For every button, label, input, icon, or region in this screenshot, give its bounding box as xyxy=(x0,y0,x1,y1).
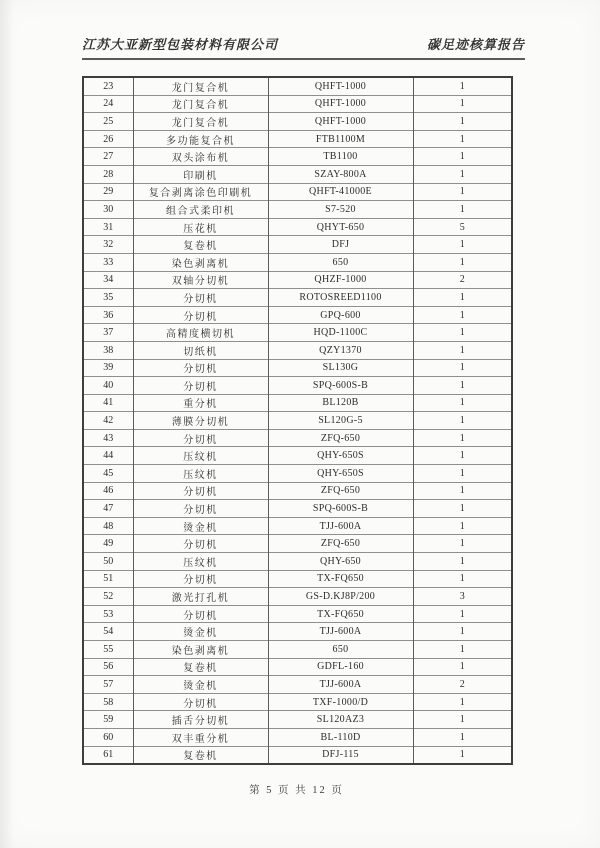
row-number-cell: 46 xyxy=(83,482,133,500)
model-cell: SPQ-600S-B xyxy=(268,377,413,395)
equipment-name-cell: 分切机 xyxy=(133,306,268,324)
quantity-cell: 1 xyxy=(413,341,512,359)
quantity-cell: 1 xyxy=(413,429,512,447)
table-row xyxy=(83,553,512,571)
row-number-cell: 24 xyxy=(83,95,133,113)
equipment-table-body xyxy=(83,77,512,764)
table-row xyxy=(83,148,512,166)
equipment-name-cell: 分切机 xyxy=(133,535,268,553)
quantity-cell: 1 xyxy=(413,201,512,219)
row-number-cell: 51 xyxy=(83,570,133,588)
quantity-cell: 1 xyxy=(413,113,512,131)
equipment-name-cell: 复卷机 xyxy=(133,746,268,764)
equipment-table xyxy=(82,76,513,765)
model-cell: HQD-1100C xyxy=(268,324,413,342)
equipment-name-cell: 插舌分切机 xyxy=(133,711,268,729)
quantity-cell: 1 xyxy=(413,77,512,95)
table-row xyxy=(83,570,512,588)
row-number-cell: 31 xyxy=(83,218,133,236)
equipment-name-cell: 复卷机 xyxy=(133,236,268,254)
quantity-cell: 1 xyxy=(413,535,512,553)
equipment-name-cell: 压纹机 xyxy=(133,465,268,483)
equipment-name-cell: 龙门复合机 xyxy=(133,95,268,113)
equipment-name-cell: 龙门复合机 xyxy=(133,77,268,95)
row-number-cell: 50 xyxy=(83,553,133,571)
equipment-name-cell: 薄膜分切机 xyxy=(133,412,268,430)
row-number-cell: 23 xyxy=(103,80,114,92)
row-number-cell: 61 xyxy=(83,746,133,764)
quantity-cell: 1 xyxy=(413,553,512,571)
row-number-cell: 60 xyxy=(83,728,133,746)
row-number-cell: 47 xyxy=(83,500,133,518)
model-cell: S7-520 xyxy=(268,201,413,219)
model-cell: QHFT-1000 xyxy=(268,95,413,113)
quantity-cell: 1 xyxy=(413,605,512,623)
row-number-cell: 56 xyxy=(83,658,133,676)
table-row xyxy=(83,306,512,324)
model-cell: QHY-650S xyxy=(268,447,413,465)
row-number-cell: 45 xyxy=(83,465,133,483)
model-cell: TX-FQ650 xyxy=(268,570,413,588)
quantity-cell: 1 xyxy=(413,447,512,465)
equipment-name-cell: 组合式柔印机 xyxy=(133,201,268,219)
row-number-cell: 59 xyxy=(83,711,133,729)
table-row xyxy=(83,412,512,430)
equipment-name-cell: 烫金机 xyxy=(133,517,268,535)
row-number-cell: 53 xyxy=(83,605,133,623)
model-cell: BL120B xyxy=(268,394,413,412)
row-number-cell: 38 xyxy=(83,341,133,359)
model-cell: QHFT-1000 xyxy=(268,113,413,131)
quantity-cell: 1 xyxy=(413,183,512,201)
equipment-name-cell: 分切机 xyxy=(133,429,268,447)
table-row xyxy=(83,641,512,659)
row-number-cell: 32 xyxy=(83,236,133,254)
company-name: 江苏大亚新型包装材料有限公司 xyxy=(82,37,279,52)
table-row xyxy=(83,465,512,483)
row-number-cell: 57 xyxy=(83,676,133,694)
row-number-cell: 30 xyxy=(83,201,133,219)
row-number-cell: 26 xyxy=(83,130,133,148)
table-row xyxy=(83,500,512,518)
model-cell: SZAY-800A xyxy=(268,165,413,183)
quantity-cell: 1 xyxy=(413,236,512,254)
row-number-cell: 55 xyxy=(83,641,133,659)
equipment-name-cell: 分切机 xyxy=(133,482,268,500)
model-cell: SL130G xyxy=(268,359,413,377)
model-cell: DFJ-115 xyxy=(268,746,413,764)
report-title: 碳足迹核算报告 xyxy=(426,37,525,52)
page-indicator: 第 5 页 共 12 页 xyxy=(249,785,344,796)
row-number-cell: 39 xyxy=(83,359,133,377)
equipment-name-cell: 分切机 xyxy=(133,359,268,377)
table-row xyxy=(83,394,512,412)
quantity-cell: 1 xyxy=(413,517,512,535)
quantity-cell: 1 xyxy=(413,500,512,518)
quantity-cell: 1 xyxy=(413,412,512,430)
table-row xyxy=(83,324,512,342)
equipment-name-cell: 重分机 xyxy=(133,394,268,412)
quantity-cell: 1 xyxy=(413,623,512,641)
quantity-cell: 1 xyxy=(413,641,512,659)
equipment-name-cell: 分切机 xyxy=(133,500,268,518)
table-row xyxy=(83,693,512,711)
quantity-cell: 1 xyxy=(413,306,512,324)
row-number-cell: 49 xyxy=(83,535,133,553)
model-cell: SL120AZ3 xyxy=(268,711,413,729)
table-row xyxy=(83,658,512,676)
model-cell: QHY-650S xyxy=(268,465,413,483)
equipment-name-cell: 多功能复合机 xyxy=(133,130,268,148)
quantity-cell: 1 xyxy=(413,394,512,412)
table-row xyxy=(83,482,512,500)
model-cell: GS-D.KJ8P/200 xyxy=(268,588,413,606)
equipment-name-cell: 压纹机 xyxy=(133,553,268,571)
table-row xyxy=(83,271,512,289)
row-number-cell: 58 xyxy=(83,693,133,711)
quantity-cell: 1 xyxy=(413,95,512,113)
table-row xyxy=(83,728,512,746)
model-cell: TJJ-600A xyxy=(268,623,413,641)
equipment-name-cell: 复卷机 xyxy=(133,658,268,676)
table-row xyxy=(83,711,512,729)
row-number-cell: 33 xyxy=(83,253,133,271)
row-number-cell: 42 xyxy=(83,412,133,430)
row-number-cell: 41 xyxy=(83,394,133,412)
quantity-cell: 1 xyxy=(413,658,512,676)
model-cell: TJJ-600A xyxy=(268,517,413,535)
model-cell: GDFL-160 xyxy=(268,658,413,676)
quantity-cell: 1 xyxy=(413,711,512,729)
model-cell: TXF-1000/D xyxy=(268,693,413,711)
model-cell: TX-FQ650 xyxy=(268,605,413,623)
row-number-cell: 43 xyxy=(83,429,133,447)
quantity-cell: 1 xyxy=(413,289,512,307)
model-cell: QZY1370 xyxy=(268,341,413,359)
equipment-name-cell: 激光打孔机 xyxy=(133,588,268,606)
quantity-cell: 5 xyxy=(413,218,512,236)
equipment-name-cell: 龙门复合机 xyxy=(133,113,268,131)
quantity-cell: 1 xyxy=(413,465,512,483)
table-row xyxy=(83,605,512,623)
quantity-cell: 2 xyxy=(413,271,512,289)
table-row xyxy=(83,377,512,395)
model-cell: SL120G-5 xyxy=(268,412,413,430)
document-header xyxy=(82,34,525,60)
table-row xyxy=(83,253,512,271)
equipment-name-cell: 印刷机 xyxy=(133,165,268,183)
equipment-name-cell: 高精度横切机 xyxy=(133,324,268,342)
row-number-cell: 40 xyxy=(83,377,133,395)
quantity-cell: 1 xyxy=(413,148,512,166)
quantity-cell: 1 xyxy=(413,324,512,342)
model-cell: GPQ-600 xyxy=(268,306,413,324)
row-number-cell: 25 xyxy=(83,113,133,131)
quantity-cell: 1 xyxy=(413,693,512,711)
model-cell: QHZF-1000 xyxy=(268,271,413,289)
quantity-cell: 3 xyxy=(413,588,512,606)
row-number-cell: 27 xyxy=(83,148,133,166)
table-row xyxy=(83,95,512,113)
equipment-name-cell: 分切机 xyxy=(133,693,268,711)
equipment-name-cell: 分切机 xyxy=(133,605,268,623)
row-number-cell: 44 xyxy=(83,447,133,465)
table-row xyxy=(83,218,512,236)
table-row xyxy=(83,289,512,307)
table-row xyxy=(83,588,512,606)
equipment-name-cell: 染色剥离机 xyxy=(133,253,268,271)
table-row xyxy=(83,429,512,447)
row-number-cell: 37 xyxy=(83,324,133,342)
model-cell: ZFQ-650 xyxy=(268,429,413,447)
model-cell: DFJ xyxy=(268,236,413,254)
model-cell: TJJ-600A xyxy=(268,676,413,694)
equipment-name-cell: 烫金机 xyxy=(133,623,268,641)
equipment-name-cell: 双头涂布机 xyxy=(133,148,268,166)
table-row xyxy=(83,517,512,535)
row-number-cell: 35 xyxy=(83,289,133,307)
quantity-cell: 1 xyxy=(413,253,512,271)
row-number-cell: 36 xyxy=(83,306,133,324)
model-cell: ZFQ-650 xyxy=(268,535,413,553)
table-row xyxy=(83,236,512,254)
table-row xyxy=(83,359,512,377)
equipment-name-cell: 压纹机 xyxy=(133,447,268,465)
table-row xyxy=(83,746,512,764)
quantity-cell: 1 xyxy=(413,728,512,746)
model-cell: ZFQ-650 xyxy=(268,482,413,500)
equipment-name-cell: 分切机 xyxy=(133,289,268,307)
equipment-name-cell: 染色剥离机 xyxy=(133,641,268,659)
row-number-cell: 28 xyxy=(83,165,133,183)
model-cell: SPQ-600S-B xyxy=(268,500,413,518)
model-cell: 650 xyxy=(268,641,413,659)
quantity-cell: 1 xyxy=(413,359,512,377)
model-cell: QHYT-650 xyxy=(268,218,413,236)
model-cell: BL-110D xyxy=(268,728,413,746)
model-cell: QHY-650 xyxy=(268,553,413,571)
model-cell: QHFT-41000E xyxy=(268,183,413,201)
model-cell: 650 xyxy=(268,253,413,271)
row-number-cell: 54 xyxy=(83,623,133,641)
row-number-cell: 52 xyxy=(83,588,133,606)
table-row xyxy=(83,535,512,553)
row-number-cell: 29 xyxy=(83,183,133,201)
table-row xyxy=(83,201,512,219)
quantity-cell: 1 xyxy=(413,746,512,764)
quantity-cell: 1 xyxy=(413,377,512,395)
table-row xyxy=(83,676,512,694)
table-row xyxy=(83,447,512,465)
table-row xyxy=(83,623,512,641)
equipment-name-cell: 双轴分切机 xyxy=(133,271,268,289)
table-row xyxy=(83,130,512,148)
quantity-cell: 1 xyxy=(413,482,512,500)
equipment-name-cell: 分切机 xyxy=(133,377,268,395)
equipment-name-cell: 分切机 xyxy=(133,570,268,588)
model-cell: TB1100 xyxy=(268,148,413,166)
table-row xyxy=(83,183,512,201)
model-cell: ROTOSREED1100 xyxy=(268,289,413,307)
equipment-name-cell: 压花机 xyxy=(133,218,268,236)
row-number-cell: 34 xyxy=(83,271,133,289)
table-row xyxy=(83,165,512,183)
table-row xyxy=(83,341,512,359)
model-cell: FTB1100M xyxy=(268,130,413,148)
quantity-cell: 1 xyxy=(413,165,512,183)
equipment-name-cell: 烫金机 xyxy=(133,676,268,694)
equipment-name-cell: 切纸机 xyxy=(133,341,268,359)
quantity-cell: 1 xyxy=(413,130,512,148)
quantity-cell: 1 xyxy=(413,570,512,588)
row-number-cell: 48 xyxy=(83,517,133,535)
quantity-cell: 2 xyxy=(413,676,512,694)
equipment-name-cell: 双丰重分机 xyxy=(133,728,268,746)
table-row xyxy=(83,113,512,131)
model-cell: QHFT-1000 xyxy=(268,77,413,95)
equipment-name-cell: 复合剥离涂色印刷机 xyxy=(133,183,268,201)
table-row xyxy=(83,77,512,95)
